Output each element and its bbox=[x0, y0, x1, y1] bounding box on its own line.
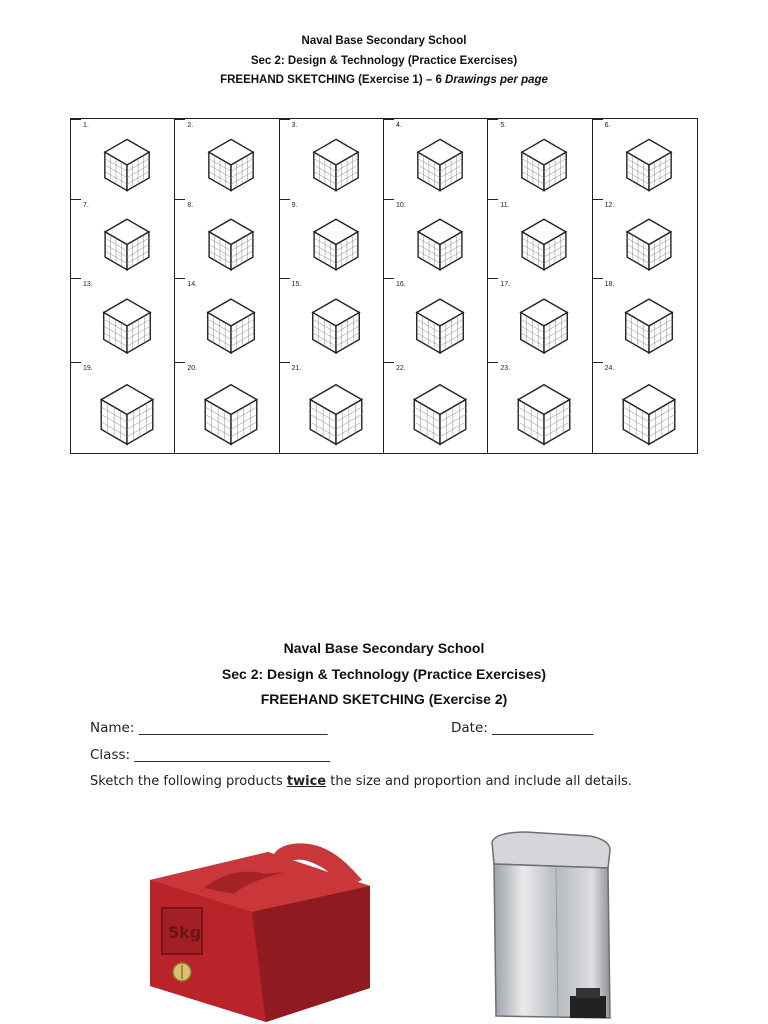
red-weight-image bbox=[148, 838, 372, 1024]
isometric-block-8 bbox=[175, 199, 279, 278]
cell-tick bbox=[175, 278, 185, 279]
isometric-block-18 bbox=[593, 278, 697, 362]
isometric-block-2 bbox=[175, 119, 279, 199]
isometric-block-4 bbox=[384, 119, 488, 199]
drawing-number: 1. bbox=[83, 122, 89, 129]
isometric-block-7 bbox=[71, 199, 175, 278]
drawing-cell-8 bbox=[175, 199, 279, 278]
drawing-number: 23. bbox=[500, 365, 511, 372]
cell-tick bbox=[593, 278, 603, 279]
drawing-number: 2. bbox=[187, 122, 194, 129]
isometric-block-13 bbox=[71, 278, 175, 362]
isometric-block-19 bbox=[71, 362, 175, 453]
drawing-cell-23 bbox=[488, 362, 592, 453]
drawing-cell-24 bbox=[593, 362, 697, 453]
drawing-cell-17 bbox=[488, 278, 592, 362]
isometric-block-5 bbox=[488, 119, 592, 199]
cell-tick bbox=[280, 199, 290, 200]
drawing-number: 20. bbox=[187, 365, 198, 372]
drawing-cell-14 bbox=[175, 278, 279, 362]
cell-tick bbox=[488, 119, 498, 120]
drawing-number: 4. bbox=[396, 122, 402, 129]
drawing-cell-16 bbox=[384, 278, 488, 362]
drawing-number: 5. bbox=[500, 122, 507, 129]
drawing-cell-5 bbox=[488, 119, 592, 199]
drawing-cell-19 bbox=[71, 362, 175, 453]
drawing-number: 11. bbox=[500, 202, 510, 209]
cell-tick bbox=[71, 278, 81, 279]
cell-tick bbox=[280, 362, 290, 363]
drawing-number: 10. bbox=[396, 202, 406, 209]
cell-tick bbox=[384, 278, 394, 279]
drawing-number: 14. bbox=[187, 281, 198, 288]
pedal-bin-image bbox=[486, 828, 616, 1024]
sheet1-title-plain: FREEHAND SKETCHING (Exercise 1) – 6 bbox=[220, 74, 446, 86]
name-field: Name: ____________________________ bbox=[90, 720, 328, 736]
drawing-number: 21. bbox=[291, 365, 302, 372]
drawing-number: 16. bbox=[396, 281, 406, 288]
drawing-cell-11 bbox=[488, 199, 592, 278]
isometric-block-21 bbox=[280, 362, 384, 453]
drawing-cell-6 bbox=[593, 119, 697, 199]
drawing-number: 3. bbox=[291, 122, 298, 129]
sheet2-subtitle: Sec 2: Design & Technology (Practice Exercises) bbox=[221, 666, 547, 682]
date-field: Date: _______________ bbox=[451, 720, 594, 736]
isometric-block-11 bbox=[488, 199, 592, 278]
drawing-cell-20 bbox=[175, 362, 279, 453]
drawing-number: 9. bbox=[291, 202, 298, 209]
isometric-block-20 bbox=[175, 362, 279, 453]
cell-tick bbox=[593, 362, 603, 363]
cell-tick bbox=[280, 278, 290, 279]
isometric-block-12 bbox=[593, 199, 697, 278]
isometric-block-24 bbox=[593, 362, 697, 453]
drawing-cell-3 bbox=[280, 119, 384, 199]
drawing-cell-2 bbox=[175, 119, 279, 199]
isometric-block-9 bbox=[280, 199, 384, 278]
cell-tick bbox=[175, 362, 185, 363]
drawing-cell-1 bbox=[71, 119, 175, 199]
drawing-cell-18 bbox=[593, 278, 697, 362]
cell-tick bbox=[71, 119, 81, 120]
drawing-number: 17. bbox=[500, 281, 511, 288]
drawing-number: 7. bbox=[83, 202, 89, 209]
cell-tick bbox=[71, 362, 81, 363]
cell-tick bbox=[175, 119, 185, 120]
sheet1-title-italic: Drawings per page bbox=[445, 74, 548, 86]
isometric-block-1 bbox=[71, 119, 175, 199]
cell-tick bbox=[488, 199, 498, 200]
weight-marking: 5kg bbox=[168, 923, 202, 942]
isometric-block-10 bbox=[384, 199, 488, 278]
drawing-number: 6. bbox=[604, 122, 611, 129]
drawing-cell-13 bbox=[71, 278, 175, 362]
cell-tick bbox=[384, 199, 394, 200]
sheet2-title: FREEHAND SKETCHING (Exercise 2) bbox=[260, 691, 508, 707]
drawing-number: 15. bbox=[291, 281, 302, 288]
isometric-block-23 bbox=[488, 362, 592, 453]
sheet1-title bbox=[0, 74, 768, 86]
cell-tick bbox=[488, 278, 498, 279]
cell-tick bbox=[384, 119, 394, 120]
drawing-number: 12. bbox=[604, 202, 615, 209]
cell-tick bbox=[488, 362, 498, 363]
drawing-cell-7 bbox=[71, 199, 175, 278]
sheet1-school: Naval Base Secondary School bbox=[301, 35, 467, 47]
drawing-number: 8. bbox=[187, 202, 194, 209]
drawing-cell-10 bbox=[384, 199, 488, 278]
drawing-cell-22 bbox=[384, 362, 488, 453]
cell-tick bbox=[71, 199, 81, 200]
instruction-after: the size and proportion and include all details. bbox=[326, 774, 633, 789]
isometric-block-3 bbox=[280, 119, 384, 199]
cell-tick bbox=[384, 362, 394, 363]
drawing-number: 13. bbox=[83, 281, 93, 288]
drawing-cell-4 bbox=[384, 119, 488, 199]
sheet2-school: Naval Base Secondary School bbox=[283, 640, 485, 656]
instruction bbox=[90, 774, 632, 789]
cell-tick bbox=[593, 119, 603, 120]
drawing-number: 22. bbox=[396, 365, 406, 372]
drawing-cell-15 bbox=[280, 278, 384, 362]
sheet1-subtitle: Sec 2: Design & Technology (Practice Exercises) bbox=[250, 55, 518, 67]
drawing-number: 19. bbox=[83, 365, 93, 372]
isometric-block-22 bbox=[384, 362, 488, 453]
cell-tick bbox=[593, 199, 603, 200]
drawing-number: 18. bbox=[604, 281, 615, 288]
isometric-block-15 bbox=[280, 278, 384, 362]
isometric-block-16 bbox=[384, 278, 488, 362]
cell-tick bbox=[280, 119, 290, 120]
drawing-cell-9 bbox=[280, 199, 384, 278]
isometric-block-14 bbox=[175, 278, 279, 362]
drawing-cell-12 bbox=[593, 199, 697, 278]
instruction-before: Sketch the following products bbox=[90, 774, 287, 789]
isometric-block-6 bbox=[593, 119, 697, 199]
drawing-number: 24. bbox=[604, 365, 615, 372]
class-field: Class: _____________________________ bbox=[90, 747, 331, 763]
cell-tick bbox=[175, 199, 185, 200]
isometric-drawings-grid bbox=[70, 118, 698, 454]
instruction-emphasis: twice bbox=[286, 774, 327, 789]
isometric-block-17 bbox=[488, 278, 592, 362]
drawing-cell-21 bbox=[280, 362, 384, 453]
